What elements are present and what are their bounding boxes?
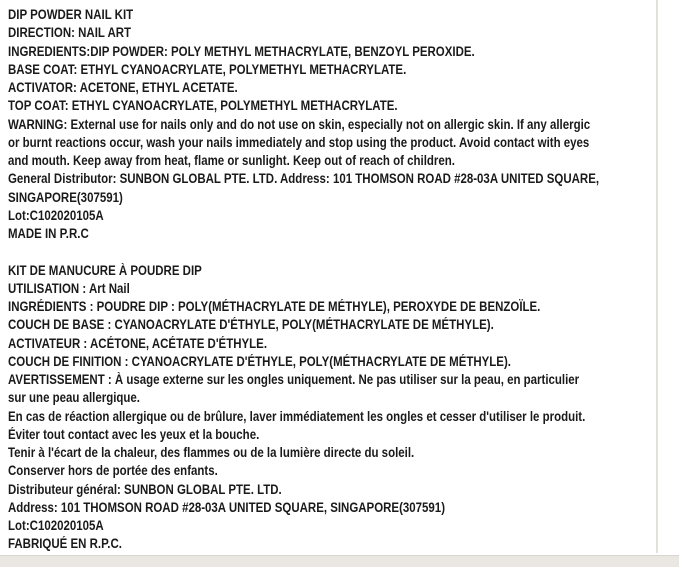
lot-number: Lot:C102020105A bbox=[8, 207, 104, 223]
utilisation-line: UTILISATION : Art Nail bbox=[8, 280, 130, 296]
warning-line-fr: Éviter tout contact avec les yeux et la bouche. bbox=[8, 426, 260, 442]
warning-line-fr: sur une peau allergique. bbox=[8, 390, 141, 406]
address-line-fr: Address: 101 THOMSON ROAD #28-03A UNITED SQUARE, SINGAPORE(307591) bbox=[8, 499, 446, 515]
ingredients-line: INGREDIENTS:DIP POWDER: POLY METHYL METHACRYLATE, BENZOYL PEROXIDE. bbox=[8, 43, 475, 59]
made-in-line-fr: FABRIQUÉ EN R.P.C. bbox=[8, 536, 122, 552]
warning-line-fr: Tenir à l'écart de la chaleur, des flammes ou de la lumière directe du soleil. bbox=[8, 445, 415, 460]
product-title: DIP POWDER NAIL KIT bbox=[8, 7, 134, 22]
warning-line-fr: AVERTISSEMENT : À usage externe sur les ongles uniquement. Ne pas utiliser sur la peau, en particulier bbox=[8, 372, 580, 387]
section-gap bbox=[8, 243, 679, 261]
base-coat-line: BASE COAT: ETHYL CYANOACRYLATE, POLYMETHYL METHACRYLATE. bbox=[8, 61, 407, 77]
activator-line-fr: ACTIVATEUR : ACÉTONE, ACÉTATE D'ÉTHYLE. bbox=[8, 335, 268, 351]
top-coat-line-fr: COUCH DE FINITION : CYANOACRYLATE D'ÉTHYLE, POLY(MÉTHACRYLATE DE MÉTHYLE). bbox=[8, 353, 511, 369]
base-coat-line-fr: COUCH DE BASE : CYANOACRYLATE D'ÉTHYLE, POLY(MÉTHACRYLATE DE MÉTHYLE). bbox=[8, 317, 494, 333]
label-right-edge-line bbox=[656, 0, 658, 553]
french-section bbox=[8, 262, 679, 554]
product-label bbox=[8, 6, 679, 554]
distributor-line: General Distributor: SUNBON GLOBAL PTE. LTD. Address: 101 THOMSON ROAD #28-03A UNITED SQUARE, bbox=[8, 171, 600, 187]
warning-line-fr: Conserver hors de portée des enfants. bbox=[8, 463, 218, 479]
label-bottom-edge bbox=[0, 555, 679, 567]
distributor-line: SINGAPORE(307591) bbox=[8, 189, 123, 205]
ingredients-line-fr: INGRÉDIENTS : POUDRE DIP : POLY(MÉTHACRYLATE DE MÉTHYLE), PEROXYDE DE BENZOÏLE. bbox=[8, 299, 541, 314]
warning-line: WARNING: External use for nails only and do not use on skin, especially not on allergic skin. If any allergic bbox=[8, 116, 591, 132]
warning-line-fr: En cas de réaction allergique ou de brûlure, laver immédiatement les ongles et cesser d'utiliser le produit. bbox=[8, 408, 586, 424]
lot-number-fr: Lot:C102020105A bbox=[8, 518, 104, 533]
made-in-line: MADE IN P.R.C bbox=[8, 226, 89, 241]
english-section bbox=[8, 6, 679, 243]
warning-line: or burnt reactions occur, wash your nails immediately and stop using the product. Avoid contact with eyes bbox=[8, 134, 590, 150]
product-title-fr: KIT DE MANUCURE À POUDRE DIP bbox=[8, 262, 202, 278]
direction-line: DIRECTION: NAIL ART bbox=[8, 25, 132, 41]
activator-line: ACTIVATOR: ACETONE, ETHYL ACETATE. bbox=[8, 80, 238, 95]
top-coat-line: TOP COAT: ETHYL CYANOACRYLATE, POLYMETHYL METHACRYLATE. bbox=[8, 98, 398, 114]
distributor-line-fr: Distributeur général: SUNBON GLOBAL PTE. LTD. bbox=[8, 481, 282, 497]
warning-line: and mouth. Keep away from heat, flame or sunlight. Keep out of reach of children. bbox=[8, 153, 455, 168]
